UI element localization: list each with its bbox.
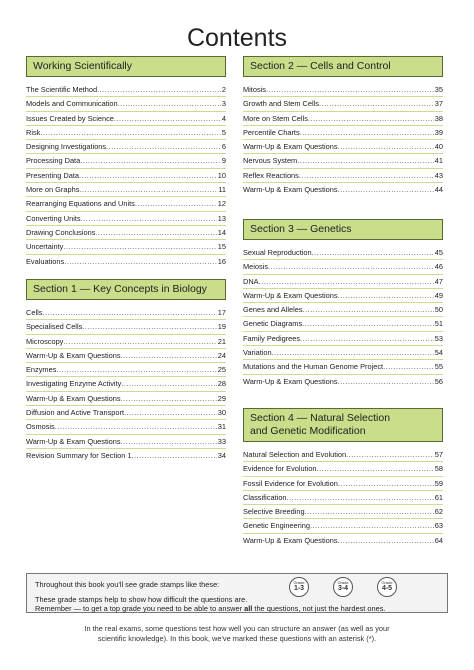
entry-page-number: 9	[221, 156, 226, 166]
entry-page-number: 56	[434, 376, 443, 386]
leader-dots	[81, 212, 217, 225]
contents-entry[interactable]	[243, 183, 443, 196]
entry-list	[26, 306, 226, 462]
entry-title: Models and Communication	[26, 99, 118, 109]
leader-dots	[319, 97, 434, 110]
leader-dots	[299, 169, 434, 182]
entry-title: Warm-Up & Exam Questions	[243, 376, 338, 386]
entry-title: Risk	[26, 127, 41, 137]
contents-entry[interactable]	[26, 83, 226, 96]
leader-dots	[300, 126, 434, 139]
entry-page-number: 10	[217, 170, 226, 180]
stamp-grade-value: 3-4	[337, 585, 349, 592]
leader-dots	[268, 260, 434, 273]
entry-title: Natural Selection and Evolution	[243, 450, 347, 459]
leader-dots	[338, 477, 434, 490]
contents-entry[interactable]	[243, 462, 443, 475]
entry-title: Evaluations	[26, 256, 65, 266]
entry-title: Designing Investigations	[26, 142, 107, 152]
entry-title: Nervous System	[243, 156, 298, 166]
entry-title: Mutations and the Human Genome Project	[243, 362, 384, 372]
contents-entry[interactable]	[26, 320, 226, 333]
leader-dots	[297, 154, 434, 167]
entry-page-number: 6	[221, 142, 226, 152]
leader-dots	[121, 435, 217, 448]
leader-dots	[346, 448, 434, 461]
contents-entry[interactable]	[26, 183, 226, 196]
grade-stamps-note	[26, 573, 448, 613]
leader-dots	[95, 226, 216, 239]
entry-page-number: 17	[217, 308, 226, 317]
entry-page-number: 24	[217, 350, 226, 360]
grade-stamp-icon	[333, 577, 353, 597]
leader-dots	[338, 140, 434, 153]
contents-entry[interactable]	[243, 491, 443, 504]
leader-dots	[312, 246, 434, 259]
stamp-grade-value: 1-3	[293, 585, 305, 592]
note-line-1: Throughout this book you'll see grade stamps like these:	[35, 580, 220, 589]
contents-entry[interactable]	[243, 154, 443, 167]
leader-dots	[79, 183, 217, 196]
leader-dots	[135, 197, 217, 210]
entry-title: Warm-Up & Exam Questions	[26, 393, 121, 403]
entry-title: The Scientific Method	[26, 85, 98, 94]
entry-page-number: 39	[434, 127, 443, 137]
leader-dots	[338, 183, 434, 196]
leader-dots	[40, 126, 221, 139]
contents-entry[interactable]	[243, 534, 443, 547]
contents-entry[interactable]	[26, 140, 226, 153]
leader-dots	[106, 140, 221, 153]
section-header: Section 1 — Key Concepts in Biology	[26, 279, 226, 300]
entry-page-number: 12	[217, 199, 226, 209]
entry-page-number: 58	[434, 464, 443, 474]
entry-title: Classification	[243, 492, 287, 502]
contents-entry[interactable]	[26, 255, 226, 268]
section-header	[243, 408, 443, 442]
note-line-3-emphasis: all	[244, 604, 253, 613]
entry-title: Osmosis	[26, 422, 55, 432]
leader-dots	[97, 83, 221, 96]
contents-entry[interactable]	[243, 275, 443, 288]
entry-title: Warm-Up & Exam Questions	[243, 290, 338, 300]
entry-page-number: 13	[217, 213, 226, 223]
contents-entry[interactable]	[243, 83, 443, 96]
entry-title: Uncertainty	[26, 242, 64, 252]
leader-dots	[303, 303, 434, 316]
leader-dots	[305, 505, 434, 518]
entry-page-number: 55	[434, 362, 443, 372]
entry-title: DNA	[243, 276, 259, 286]
leader-dots	[308, 112, 434, 125]
leader-dots	[302, 317, 434, 330]
leader-dots	[55, 420, 217, 433]
leader-dots	[121, 377, 216, 390]
entry-page-number: 3	[221, 99, 226, 109]
entry-title: Fossil Evidence for Evolution	[243, 478, 338, 488]
leader-dots	[56, 363, 216, 376]
contents-entry[interactable]	[26, 335, 226, 348]
leader-dots	[338, 289, 434, 302]
entry-page-number: 47	[434, 276, 443, 286]
entry-title: Growth and Stem Cells	[243, 99, 319, 109]
leader-dots	[338, 375, 434, 388]
entry-title: Genes and Alleles	[243, 305, 303, 315]
entry-title: Mitosis	[243, 85, 266, 94]
entry-title: Presenting Data	[26, 170, 79, 180]
entry-page-number: 64	[434, 535, 443, 545]
contents-entry[interactable]	[243, 126, 443, 139]
entry-page-number: 33	[217, 436, 226, 446]
contents-entry[interactable]	[26, 435, 226, 448]
leader-dots	[79, 169, 217, 182]
entry-page-number: 59	[434, 478, 443, 488]
entry-page-number: 16	[217, 256, 226, 266]
entry-page-number: 57	[434, 450, 443, 459]
entry-page-number: 62	[434, 507, 443, 517]
leader-dots	[63, 240, 216, 253]
contents-entry[interactable]	[26, 240, 226, 253]
entry-title: Variation	[243, 348, 272, 358]
leader-dots	[121, 392, 217, 405]
entry-title: Warm-Up & Exam Questions	[243, 142, 338, 152]
entry-page-number: 15	[217, 242, 226, 252]
footer-line-2: scientific knowledge). In this book, we've marked these questions with an asterisk (*).	[97, 634, 377, 643]
entry-page-number: 41	[434, 156, 443, 166]
entry-page-number: 50	[434, 305, 443, 315]
entry-page-number: 21	[217, 336, 226, 346]
grade-stamp-icon	[289, 577, 309, 597]
contents-entry[interactable]	[26, 392, 226, 405]
leader-dots	[121, 349, 217, 362]
entry-title: Issues Created by Science	[26, 113, 114, 123]
section-header-line-2: and Genetic Modification	[250, 425, 366, 437]
contents-entry[interactable]	[243, 140, 443, 153]
leader-dots	[287, 491, 434, 504]
entry-list	[243, 448, 443, 547]
leader-dots	[80, 154, 221, 167]
contents-entry[interactable]	[26, 406, 226, 419]
entry-list	[26, 83, 226, 268]
note-line-3-start: Remember — to get a top grade you need to be able to answer	[35, 604, 245, 613]
section-3	[243, 219, 443, 388]
footer-line-1: In the real exams, some questions test how well you can structure an answer (as well as your	[84, 624, 390, 633]
entry-page-number: 19	[217, 322, 226, 332]
contents-entry[interactable]	[243, 477, 443, 490]
entry-title: More on Graphs	[26, 185, 80, 195]
leader-dots	[82, 320, 216, 333]
contents-entry[interactable]	[26, 363, 226, 376]
section-2	[243, 56, 443, 196]
contents-entry[interactable]	[243, 97, 443, 110]
entry-title: Reflex Reactions	[243, 170, 299, 180]
entry-title: Investigating Enzyme Activity	[26, 379, 122, 389]
entry-page-number: 34	[217, 450, 226, 460]
entry-title: Rearranging Equations and Units	[26, 199, 135, 209]
leader-dots	[338, 534, 434, 547]
leader-dots	[317, 462, 434, 475]
contents-entry[interactable]	[26, 420, 226, 433]
leader-dots	[272, 346, 434, 359]
entry-title: Warm-Up & Exam Questions	[26, 350, 121, 360]
note-line-3-end: the questions, not just the hardest ones.	[252, 604, 386, 613]
entry-page-number: 53	[434, 333, 443, 343]
contents-entry[interactable]	[243, 303, 443, 316]
section-header: Section 3 — Genetics	[243, 219, 443, 240]
entry-page-number: 37	[434, 99, 443, 109]
entry-title: Enzymes	[26, 365, 57, 375]
grade-stamp-icon	[377, 577, 397, 597]
entry-page-number: 63	[434, 521, 443, 531]
entry-page-number: 4	[221, 113, 226, 123]
stamp-grade-label: Grade	[293, 580, 305, 585]
contents-entry[interactable]	[26, 212, 226, 225]
working-scientifically-section	[26, 56, 226, 268]
section-1	[26, 279, 226, 462]
contents-entry[interactable]	[243, 375, 443, 388]
leader-dots	[259, 275, 434, 288]
contents-entry[interactable]	[26, 226, 226, 239]
leader-dots	[383, 360, 434, 373]
contents-entry[interactable]	[243, 332, 443, 345]
leader-dots	[132, 449, 217, 462]
entry-page-number: 5	[221, 127, 226, 137]
entry-title: Genetic Diagrams	[243, 319, 303, 329]
contents-entry[interactable]	[26, 112, 226, 125]
entry-title: Processing Data	[26, 156, 81, 166]
leader-dots	[118, 97, 221, 110]
entry-page-number: 35	[434, 85, 443, 94]
entry-title: Microscopy	[26, 336, 64, 346]
contents-entry[interactable]	[243, 112, 443, 125]
contents-entry[interactable]	[243, 346, 443, 359]
entry-page-number: 14	[217, 227, 226, 237]
contents-entry[interactable]	[243, 246, 443, 259]
entry-page-number: 31	[217, 422, 226, 432]
contents-entry[interactable]	[243, 317, 443, 330]
entry-page-number: 49	[434, 290, 443, 300]
leader-dots	[124, 406, 217, 419]
contents-entry[interactable]	[243, 519, 443, 532]
entry-title: Warm-Up & Exam Questions	[243, 535, 338, 545]
entry-title: Warm-Up & Exam Questions	[243, 185, 338, 195]
entry-title: Cells	[26, 308, 43, 317]
entry-page-number: 61	[434, 492, 443, 502]
contents-entry[interactable]	[243, 260, 443, 273]
leader-dots	[63, 335, 216, 348]
entry-page-number: 43	[434, 170, 443, 180]
entry-title: Specialised Cells	[26, 322, 83, 332]
contents-entry[interactable]	[26, 97, 226, 110]
section-header-line-1: Section 4 — Natural Selection	[250, 412, 391, 424]
entry-list	[243, 83, 443, 196]
entry-page-number: 30	[217, 408, 226, 418]
entry-page-number: 54	[434, 348, 443, 358]
entry-page-number: 38	[434, 113, 443, 123]
leader-dots	[114, 112, 221, 125]
entry-title: Selective Breeding	[243, 507, 305, 517]
entry-page-number: 25	[217, 365, 226, 375]
stamp-grade-value: 4-5	[381, 585, 393, 592]
note-line-3	[35, 604, 445, 613]
entry-title: Converting Units	[26, 213, 81, 223]
entry-list	[243, 246, 443, 388]
entry-page-number: 11	[218, 185, 226, 195]
contents-entry[interactable]	[26, 306, 226, 319]
contents-entry[interactable]	[26, 197, 226, 210]
section-header: Working Scientifically	[26, 56, 226, 77]
leader-dots	[300, 332, 434, 345]
leader-dots	[266, 83, 434, 96]
contents-entry[interactable]	[26, 449, 226, 462]
contents-entry[interactable]	[26, 154, 226, 167]
contents-entry[interactable]	[243, 360, 443, 373]
entry-title: Revision Summary for Section 1	[26, 450, 132, 460]
entry-page-number: 46	[434, 262, 443, 272]
entry-title: Diffusion and Active Transport	[26, 408, 125, 418]
entry-title: Sexual Reproduction	[243, 248, 312, 257]
note-body	[35, 595, 445, 613]
entry-title: Family Pedigrees	[243, 333, 301, 343]
entry-page-number: 29	[217, 393, 226, 403]
entry-page-number: 44	[434, 185, 443, 195]
entry-title: Warm-Up & Exam Questions	[26, 436, 121, 446]
section-4	[243, 408, 443, 547]
entry-title: Percentile Charts	[243, 127, 300, 137]
contents-entry[interactable]	[243, 289, 443, 302]
page-title: Contents	[186, 24, 288, 52]
entry-page-number: 45	[434, 248, 443, 257]
contents-entry[interactable]	[26, 349, 226, 362]
note-line-2: These grade stamps help to show how difficult the questions are.	[35, 595, 248, 604]
entry-page-number: 51	[434, 319, 443, 329]
section-header: Section 2 — Cells and Control	[243, 56, 443, 77]
entry-title: Meiosis	[243, 262, 269, 272]
entry-title: Genetic Engineering	[243, 521, 310, 531]
contents-entry[interactable]	[26, 126, 226, 139]
entry-title: More on Stem Cells	[243, 113, 308, 123]
contents-entry[interactable]	[243, 169, 443, 182]
stamp-grade-label: Grade	[337, 580, 349, 585]
leader-dots	[310, 519, 434, 532]
entry-page-number: 2	[221, 85, 226, 94]
contents-entry[interactable]	[243, 505, 443, 518]
entry-page-number: 40	[434, 142, 443, 152]
entry-title: Evidence for Evolution	[243, 464, 317, 474]
stamp-grade-label: Grade	[381, 580, 393, 585]
footer-note	[26, 624, 448, 644]
leader-dots	[42, 306, 216, 319]
contents-entry[interactable]	[243, 448, 443, 461]
leader-dots	[64, 255, 217, 268]
entry-title: Drawing Conclusions	[26, 227, 96, 237]
contents-entry[interactable]	[26, 377, 226, 390]
contents-entry[interactable]	[26, 169, 226, 182]
entry-page-number: 28	[217, 379, 226, 389]
